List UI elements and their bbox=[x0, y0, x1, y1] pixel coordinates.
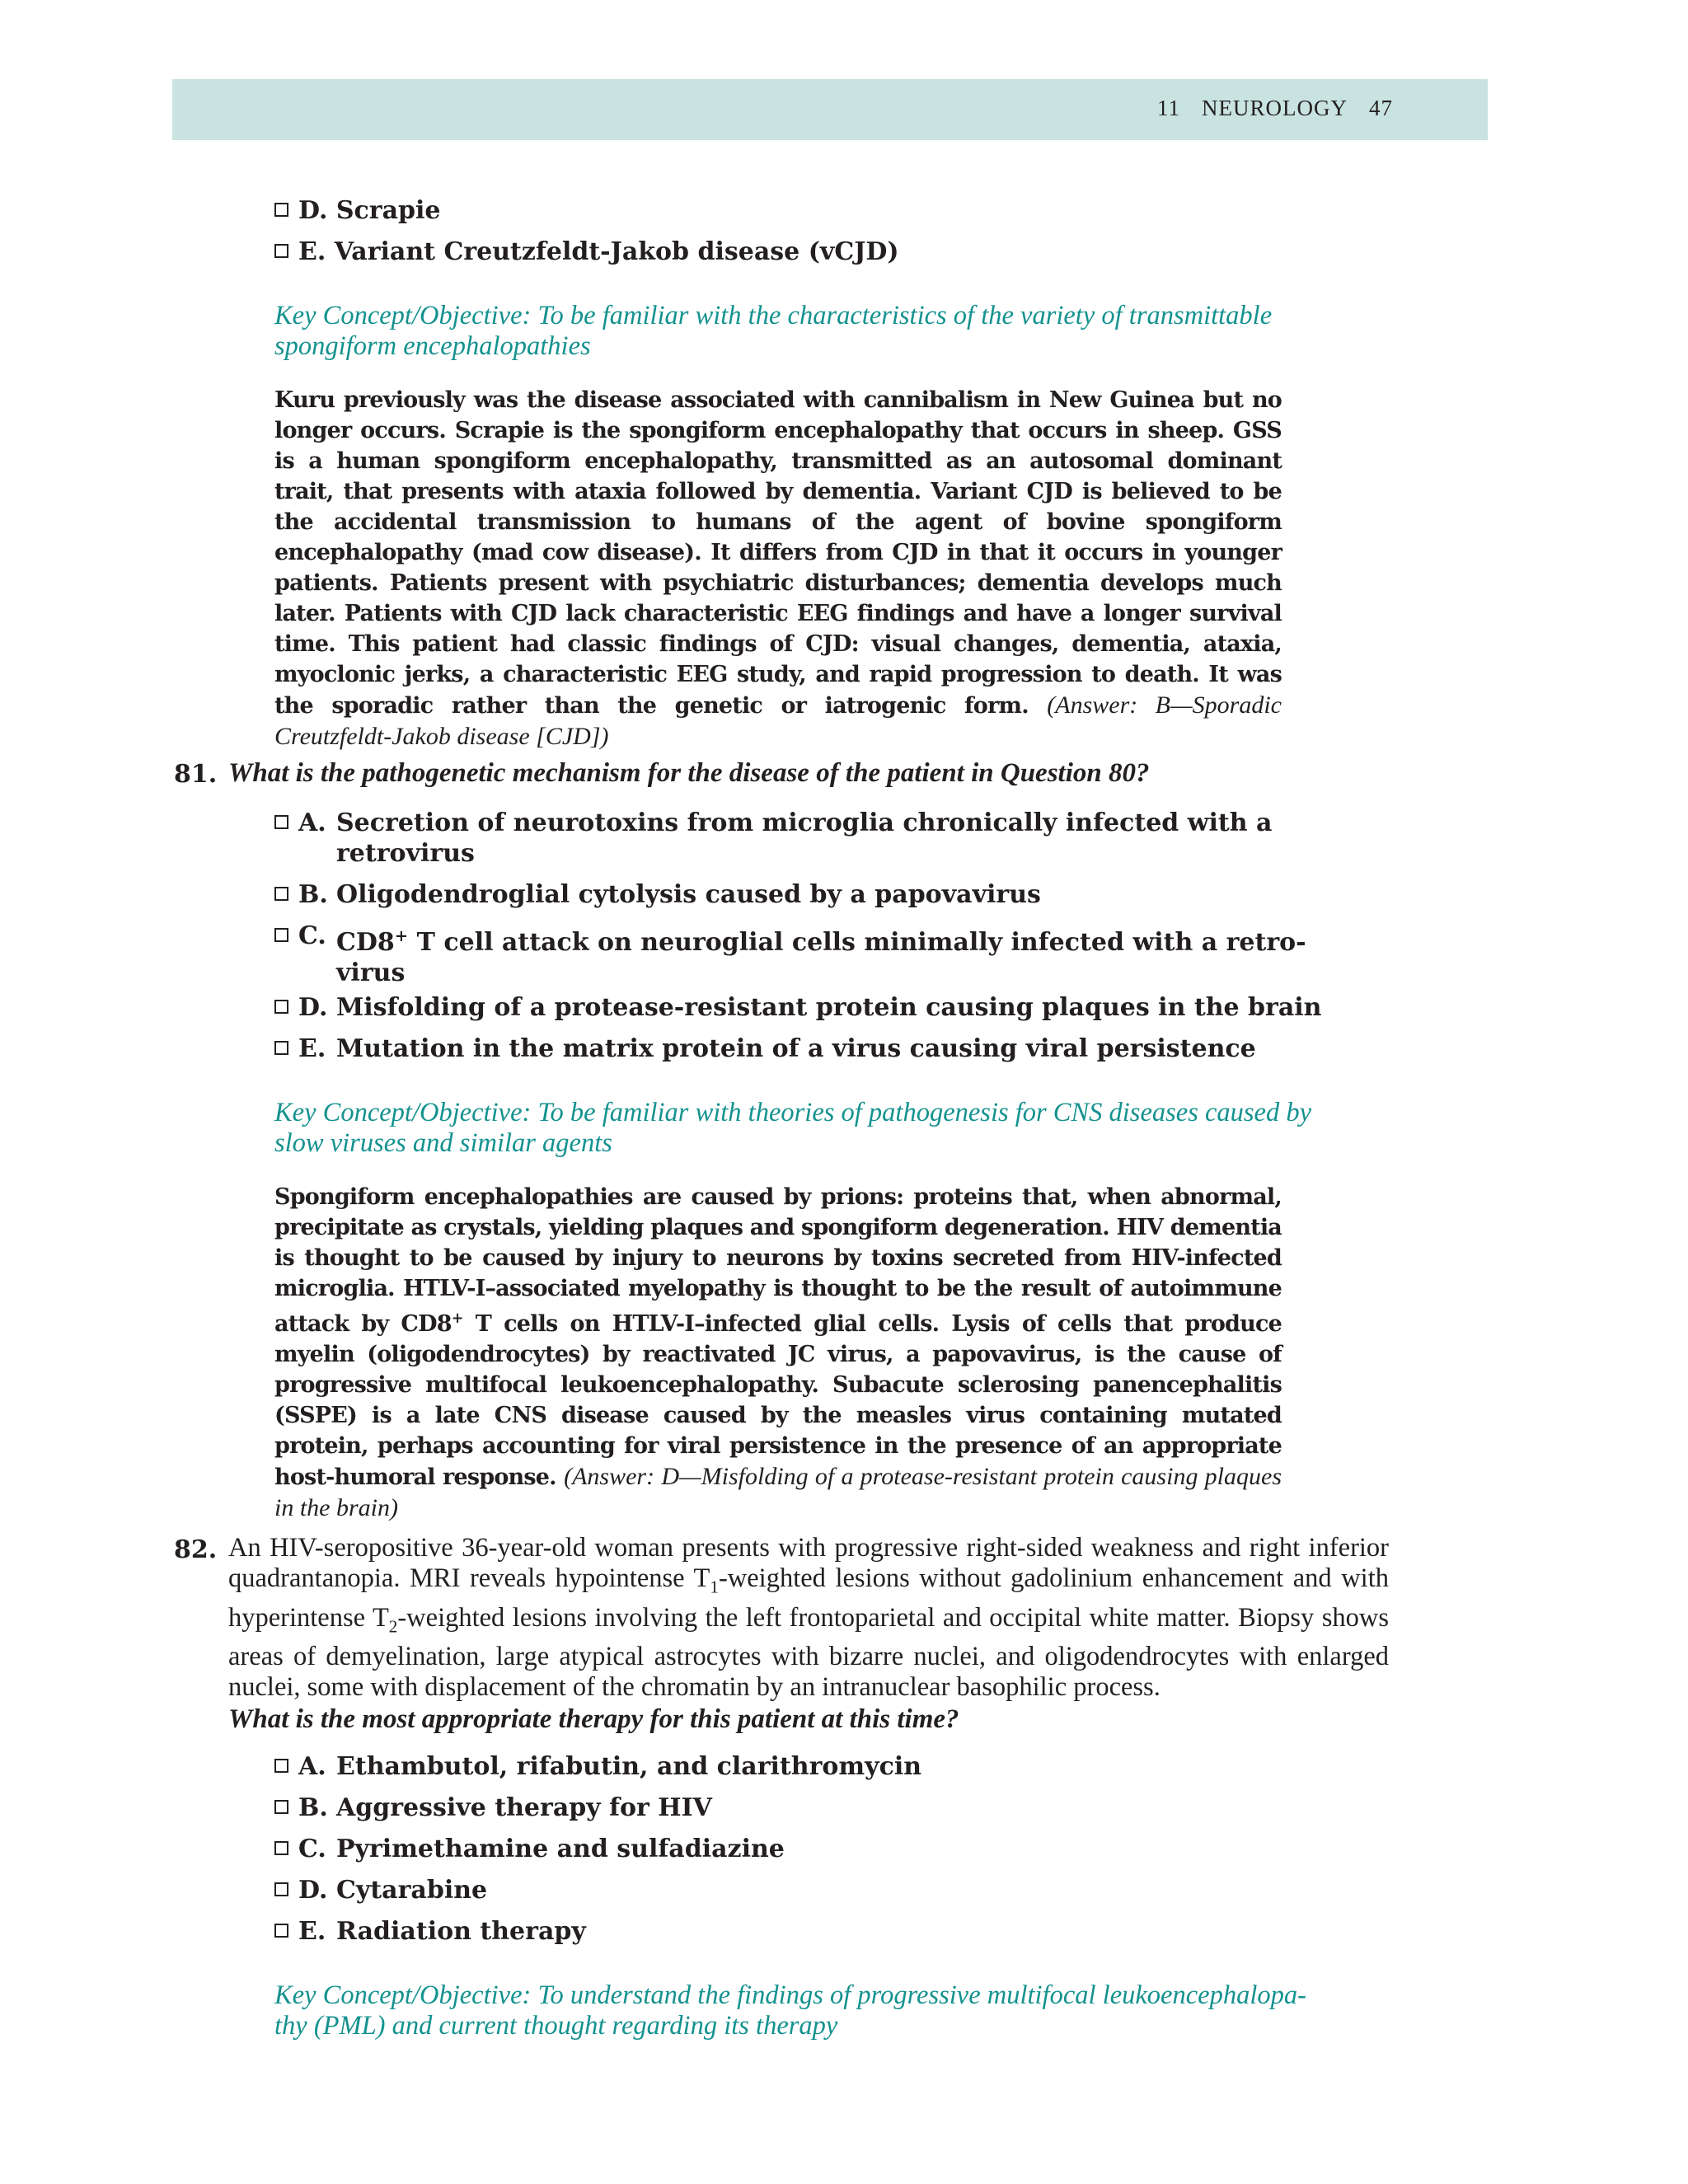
checkbox-icon[interactable] bbox=[274, 928, 288, 942]
key-concept-82: Key Concept/Objective: To understand the findings of progressive multifocal leukoencephalopa- thy (PML) and current thought regarding its therapy bbox=[274, 1980, 1306, 2041]
header-text bbox=[1157, 96, 1393, 121]
q81-option-c[interactable]: C. CD8+ T cell attack on neuroglial cells minimally infected with a retro- virus bbox=[274, 921, 1306, 988]
checkbox-icon[interactable] bbox=[274, 1841, 288, 1855]
chapter-number: 11 bbox=[1157, 96, 1180, 120]
checkbox-icon[interactable] bbox=[274, 244, 288, 258]
checkbox-icon[interactable] bbox=[274, 1800, 288, 1814]
q82-option-b[interactable]: B. Aggressive therapy for HIV bbox=[274, 1793, 712, 1823]
checkbox-icon[interactable] bbox=[274, 887, 288, 901]
q82-option-c[interactable]: C. Pyrimethamine and sulfadiazine bbox=[274, 1834, 785, 1864]
q82-option-d[interactable]: D. Cytarabine bbox=[274, 1875, 487, 1905]
checkbox-icon[interactable] bbox=[274, 1924, 288, 1938]
question-number-82: 82. bbox=[174, 1535, 218, 1564]
key-concept-81: Key Concept/Objective: To be familiar with theories of pathogenesis for CNS diseases caused by slow viruses and similar agents bbox=[274, 1098, 1312, 1158]
answer-81: (Answer: D—Misfolding of a protease-resistant protein causing plaques in the brain) bbox=[274, 1463, 1282, 1521]
q82-option-e[interactable]: E. Radiation therapy bbox=[274, 1916, 586, 1947]
checkbox-icon[interactable] bbox=[274, 1759, 288, 1773]
question-81: What is the pathogenetic mechanism for the disease of the patient in Question 80? bbox=[228, 758, 1150, 788]
q82-option-a[interactable]: A. Ethambutol, rifabutin, and clarithromycin bbox=[274, 1751, 921, 1782]
answer-80: (Answer: B—Sporadic Creutzfeldt-Jakob disease [CJD]) bbox=[274, 691, 1282, 750]
q81-option-d[interactable]: D. Misfolding of a protease-resistant protein causing plaques in the brain bbox=[274, 992, 1321, 1023]
section-title: NEUROLOGY bbox=[1202, 96, 1348, 120]
page-number: 47 bbox=[1369, 96, 1393, 120]
question-number-81: 81. bbox=[174, 760, 218, 789]
checkbox-icon[interactable] bbox=[274, 815, 288, 829]
q81-option-b[interactable]: B. Oligodendroglial cytolysis caused by a papovavirus bbox=[274, 879, 1041, 910]
checkbox-icon[interactable] bbox=[274, 1000, 288, 1014]
checkbox-icon[interactable] bbox=[274, 1882, 288, 1896]
key-concept-80: Key Concept/Objective: To be familiar with the characteristics of the variety of transmittable spongiform encephalopathies bbox=[274, 301, 1273, 361]
explanation-81: Spongiform encephalopathies are caused by prions: proteins that, when abnormal, precipitate as crystals, yielding plaques and spongiform degeneration. HIV dementia is thought to be caused by injury to neurons by toxins secreted from HIV-infected microglia. HTLV-I–associated myelopathy is thought to be the result of autoimmune attack by CD8+ T cells on HTLV-I–infected glial cells. Lysis of cells that produce myelin (oligodendrocytes) by reactivated JC virus, a papovavirus, is the cause of progressive multifocal leukoencephalopathy. Subacute sclerosing panencephalitis (SSPE) is a late CNS disease caused by the measles virus containing mutated protein, perhaps accounting for viral persistence in the presence of an appropriate host-humoral response. (Answer: D—Misfolding of a protease-resistant protein causing plaques in the brain) bbox=[274, 1184, 1282, 1521]
running-header bbox=[172, 79, 1488, 140]
q80-option-d[interactable]: D. Scrapie bbox=[274, 195, 440, 226]
checkbox-icon[interactable] bbox=[274, 203, 288, 217]
q81-option-e[interactable]: E. Mutation in the matrix protein of a virus causing viral persistence bbox=[274, 1033, 1256, 1064]
q81-option-a[interactable]: A. Secretion of neurotoxins from microglia chronically infected with a retrovirus bbox=[274, 808, 1272, 869]
checkbox-icon[interactable] bbox=[274, 1041, 288, 1055]
explanation-80: Kuru previously was the disease associated with cannibalism in New Guinea but no longer occurs. Scrapie is the spongiform encephalopathy that occurs in sheep. GSS is a human spongiform encephalopathy, transmitted as an autosomal dominant trait, that presents with ataxia followed by dementia. Variant CJD is believed to be the accidental transmission to humans of the agent of bovine spongiform encephalopathy (mad cow disease). It differs from CJD in that it occurs in younger patients. Patients present with psychiatric disturbances; dementia develops much later. Patients with CJD lack characteristic EEG findings and have a longer survival time. This patient had classic findings of CJD: visual changes, dementia, ataxia, myoclonic jerks, a characteristic EEG study, and rapid progression to death. It was the sporadic rather than the genetic or iatrogenic form. (Answer: B—Sporadic Creutzfeldt-Jakob disease [CJD]) bbox=[274, 387, 1282, 750]
question-stem-82: An HIV-seropositive 36-year-old woman presents with progressive right-sided weakness and right inferior quadrantanopia. MRI reveals hypointense $T_1$-weighted lesions without gadolinium enhancement and with hyperintense $T_2$-weighted lesions involving the left frontoparietal and occipital white matter. Biopsy shows areas of demyelination, large atypical astrocytes with bizarre nuclei, and oligodendrocytes with enlarged nuclei, some with displacement of the chromatin by an intranuclear basophilic process. bbox=[228, 1533, 1389, 1702]
q80-option-e[interactable]: E. Variant Creutzfeldt-Jakob disease (vCJD) bbox=[274, 237, 899, 267]
question-82: What is the most appropriate therapy for this patient at this time? bbox=[228, 1704, 959, 1734]
